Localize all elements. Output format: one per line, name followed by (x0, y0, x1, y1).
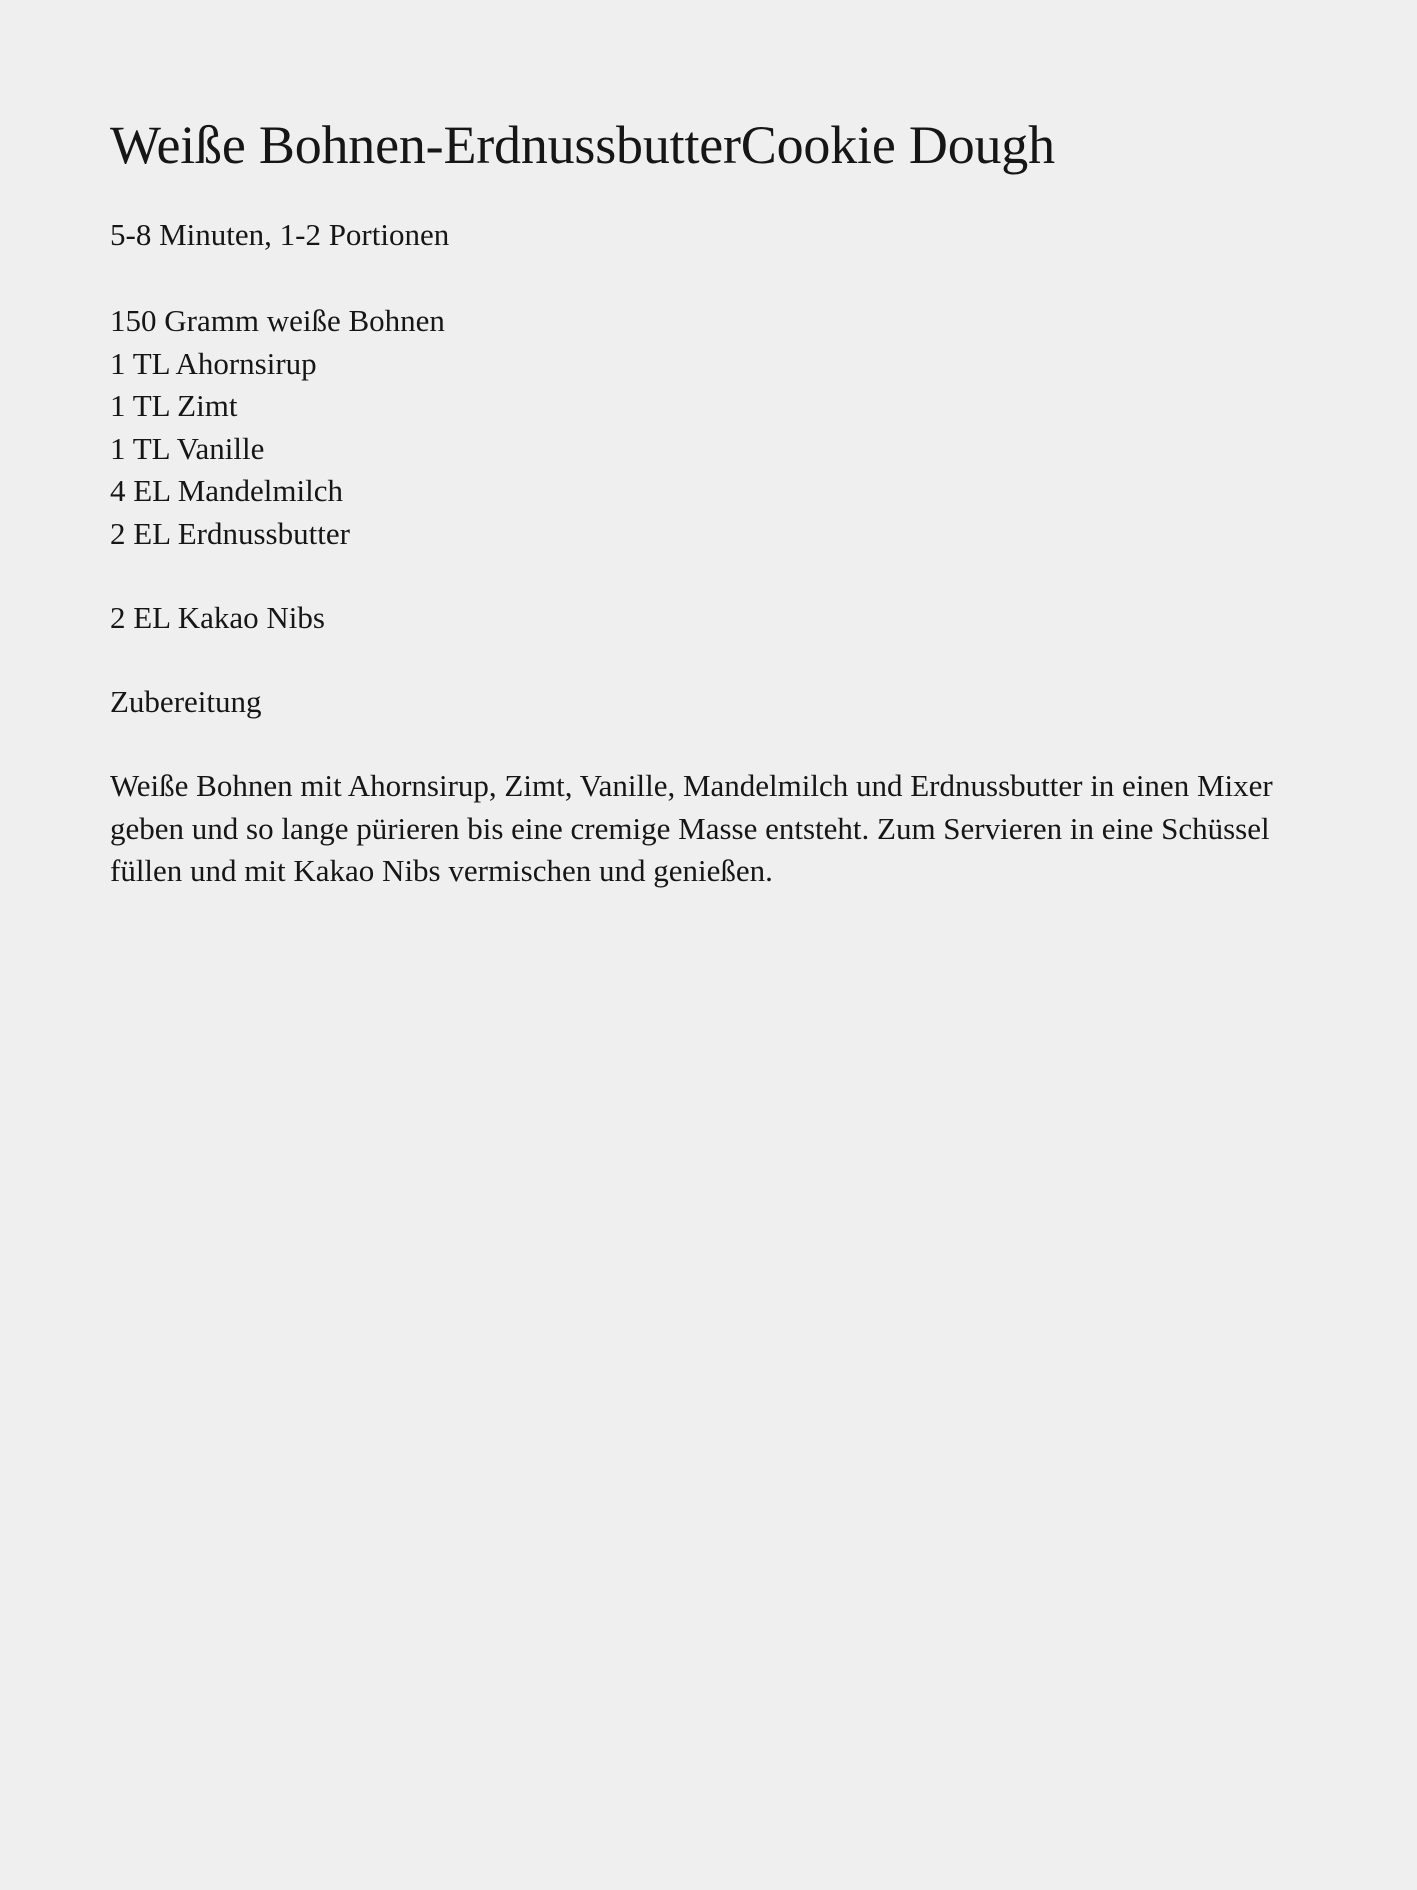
preparation-heading: Zubereitung (110, 684, 262, 719)
ingredient-item: 1 TL Zimt (110, 388, 238, 423)
ingredient-list (110, 300, 1330, 555)
ingredient-item: 1 TL Ahornsirup (110, 345, 317, 381)
topping-list (110, 597, 1330, 639)
recipe-meta: 5-8 Minuten, 1-2 Portionen (110, 217, 450, 252)
ingredient-item: 150 Gramm weiße Bohnen (110, 303, 445, 338)
recipe-title: Weiße Bohnen-ErdnussbutterCookie Dough (110, 115, 1055, 175)
ingredient-item: 2 EL Erdnussbutter (110, 515, 350, 551)
preparation-text: Weiße Bohnen mit Ahornsirup, Zimt, Vanille, Mandelmilch und Erdnussbutter in einen Mixer geben und so lange pürieren bis eine cremige Masse entsteht. Zum Servieren in eine Schüssel füllen und mit Kakao Nibs vermischen und genießen. (110, 768, 1273, 888)
recipe-document (110, 110, 1330, 893)
topping-item: 2 EL Kakao Nibs (110, 600, 325, 635)
ingredient-item: 1 TL Vanille (110, 430, 265, 466)
ingredient-item: 4 EL Mandelmilch (110, 473, 344, 508)
